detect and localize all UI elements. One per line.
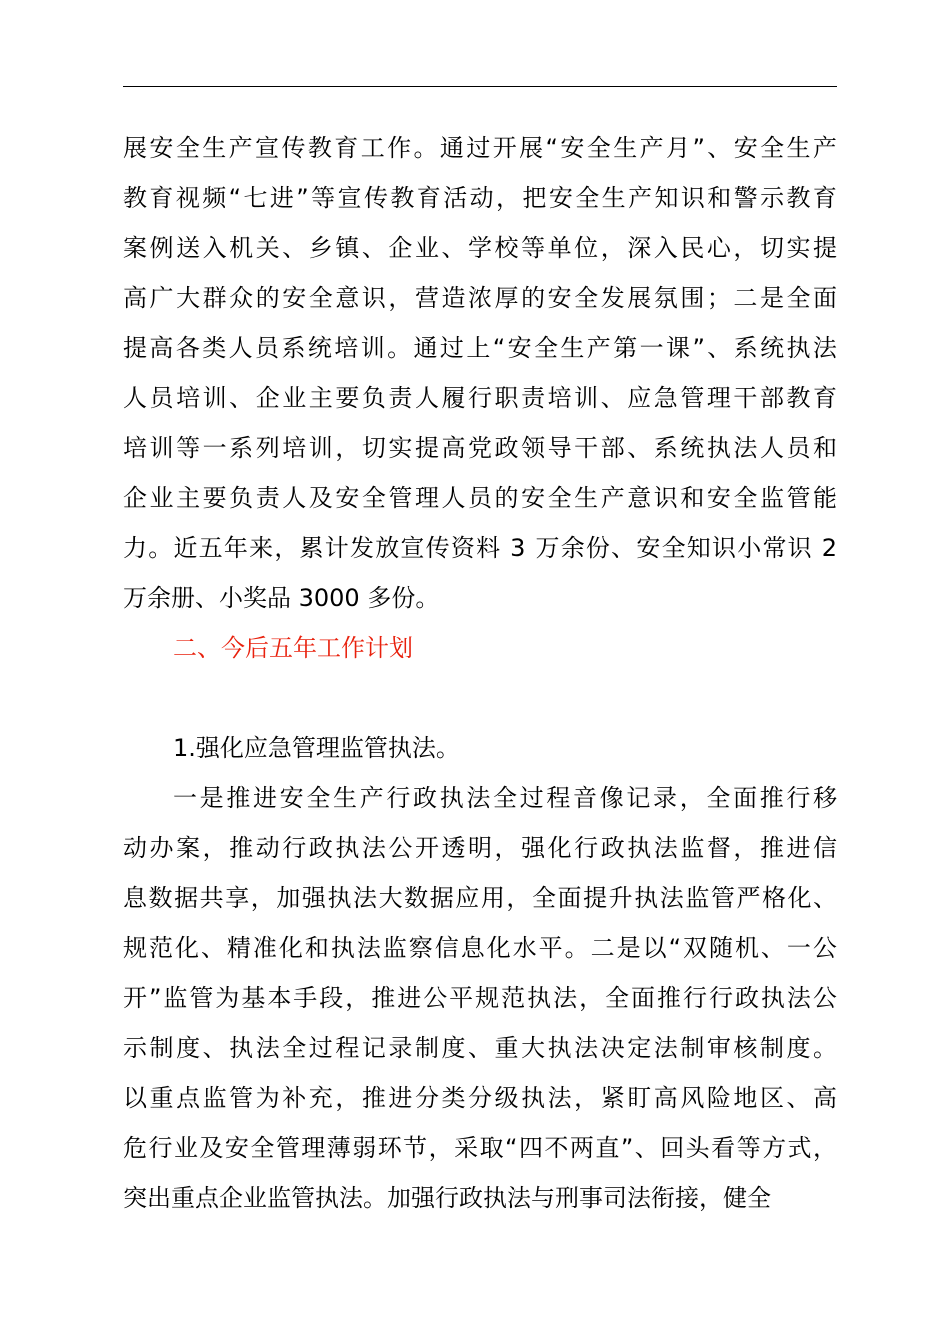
section-heading: 二、今后五年工作计划 xyxy=(173,634,413,662)
subheading: 1.强化应急管理监管执法。 xyxy=(173,734,460,762)
text-line: 以重点监管为补充，推进分类分级执法，紧盯高风险地区、高 xyxy=(123,1084,840,1112)
text-line: 一是推进安全生产行政执法全过程音像记录，全面推行移 xyxy=(173,784,840,812)
text-line: 示制度、执法全过程记录制度、重大执法决定法制审核制度。 xyxy=(123,1034,840,1062)
header-rule xyxy=(123,86,837,87)
text-line: 力。近五年来，累计发放宣传资料 3 万余份、安全知识小常识 2 xyxy=(123,534,839,562)
text-line: 突出重点企业监管执法。加强行政执法与刑事司法衔接，健全 xyxy=(123,1184,771,1212)
spacer xyxy=(123,673,839,723)
text-line: 展安全生产宣传教育工作。通过开展“安全生产月”、安全生产 xyxy=(123,134,840,162)
text-line: 案例送入机关、乡镇、企业、学校等单位，深入民心，切实提 xyxy=(123,234,840,262)
paragraph-enforcement xyxy=(123,773,839,1223)
text-line: 培训等一系列培训，切实提高党政领导干部、系统执法人员和 xyxy=(123,434,840,462)
text-line: 企业主要负责人及安全管理人员的安全生产意识和安全监管能 xyxy=(123,484,840,512)
document-body xyxy=(123,123,839,1223)
paragraph-safety-education xyxy=(123,123,839,623)
text-line: 息数据共享，加强执法大数据应用，全面提升执法监管严格化、 xyxy=(123,884,839,912)
text-line: 教育视频“七进”等宣传教育活动，把安全生产知识和警示教育 xyxy=(123,184,840,212)
text-line: 动办案，推动行政执法公开透明，强化行政执法监督，推进信 xyxy=(123,834,840,862)
text-line: 危行业及安全管理薄弱环节，采取“四不两直”、回头看等方式， xyxy=(123,1134,839,1162)
text-line: 开”监管为基本手段，推进公平规范执法，全面推行行政执法公 xyxy=(123,984,839,1012)
text-line: 规范化、精准化和执法监察信息化水平。二是以“双随机、一公 xyxy=(123,934,839,962)
text-line: 人员培训、企业主要负责人履行职责培训、应急管理干部教育 xyxy=(123,384,840,412)
text-line: 万余册、小奖品 3000 多份。 xyxy=(123,584,440,612)
text-line: 提高各类人员系统培训。通过上“安全生产第一课”、系统执法 xyxy=(123,334,840,362)
text-line: 高广大群众的安全意识，营造浓厚的安全发展氛围；二是全面 xyxy=(123,284,840,312)
